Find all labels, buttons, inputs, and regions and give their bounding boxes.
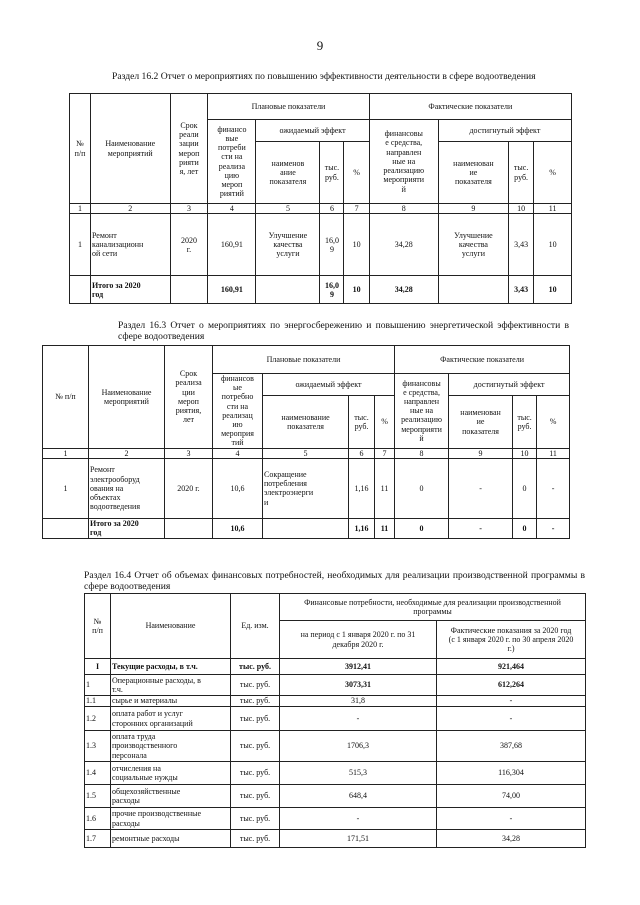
header-fact: Фактические показатели xyxy=(369,94,571,120)
cell: - xyxy=(437,696,586,707)
cell: тыс. руб. xyxy=(231,808,280,830)
table-16-4 xyxy=(84,593,586,848)
header-plan-fin: финансо вые потреби сти на реализа цию мероп риятий xyxy=(208,120,256,204)
cell: - xyxy=(280,707,437,731)
header-ach-name: наименован ие показателя xyxy=(449,396,513,448)
cell: отчисления на социальные нужды xyxy=(111,762,231,785)
header-exp-name: наименование показателя xyxy=(263,396,349,448)
col-num: 6 xyxy=(320,204,344,214)
table-row xyxy=(70,214,572,276)
header-ach-rub: тыс. руб. xyxy=(509,142,534,204)
header-name: Наименование мероприятий xyxy=(89,346,165,449)
cell: 31,8 xyxy=(280,696,437,707)
cell: I xyxy=(85,659,111,675)
cell: 1 xyxy=(43,458,89,518)
header-exp-pct: % xyxy=(344,142,369,204)
cell: 16,0 9 xyxy=(320,276,344,304)
header-fact: Фактические показатели xyxy=(395,346,570,374)
header-num: № п/п xyxy=(70,94,91,204)
cell: 10,6 xyxy=(213,518,263,538)
column-number-row xyxy=(70,204,572,214)
table-row xyxy=(85,659,586,675)
cell: - xyxy=(280,808,437,830)
cell: Текущие расходы, в т.ч. xyxy=(111,659,231,675)
col-num: 9 xyxy=(438,204,508,214)
cell: 171,51 xyxy=(280,830,437,848)
cell: 16,0 9 xyxy=(320,214,344,276)
col-num: 6 xyxy=(349,448,375,458)
table-16-2 xyxy=(69,93,572,304)
cell: 10 xyxy=(534,276,572,304)
cell: 1.1 xyxy=(85,696,111,707)
cell: - xyxy=(449,518,513,538)
total-label: Итого за 2020 год xyxy=(90,276,170,304)
cell: 34,28 xyxy=(369,214,438,276)
column-number-row xyxy=(43,448,570,458)
cell: 2020 г. xyxy=(165,458,213,518)
cell: 1,16 xyxy=(349,518,375,538)
table-row xyxy=(85,785,586,808)
col-num: 11 xyxy=(537,448,570,458)
col-num: 1 xyxy=(70,204,91,214)
cell: 10 xyxy=(534,214,572,276)
table-row xyxy=(85,808,586,830)
header-plan: Плановые показатели xyxy=(208,94,369,120)
section-16-3-heading: Раздел 16.3 Отчет о мероприятиях по энергосбережению и повышению энергетической эффективности в сфере водоотведения xyxy=(118,320,569,342)
section-16-4-heading: Раздел 16.4 Отчет об объемах финансовых потребностей, необходимых для реализации производственной программы в сфере водоотведения xyxy=(84,570,585,592)
cell: - xyxy=(437,707,586,731)
cell: 34,28 xyxy=(369,276,438,304)
header-exp-rub: тыс. руб. xyxy=(349,396,375,448)
cell: - xyxy=(537,458,570,518)
cell: 74,00 xyxy=(437,785,586,808)
cell: прочие производственные расходы xyxy=(111,808,231,830)
cell: 387,68 xyxy=(437,731,586,762)
cell: 515,3 xyxy=(280,762,437,785)
col-num: 5 xyxy=(256,204,320,214)
cell: 116,304 xyxy=(437,762,586,785)
header-name: Наименование xyxy=(111,594,231,659)
cell: тыс. руб. xyxy=(231,830,280,848)
cell: 11 xyxy=(375,518,395,538)
cell xyxy=(438,276,508,304)
cell: тыс. руб. xyxy=(231,675,280,696)
cell: 10 xyxy=(344,276,369,304)
cell: Сокращение потребления электроэнерги и xyxy=(263,458,349,518)
cell: 1706,3 xyxy=(280,731,437,762)
cell: 160,91 xyxy=(208,276,256,304)
table-16-3 xyxy=(42,345,570,539)
cell: общехозяйственные расходы xyxy=(111,785,231,808)
col-num: 1 xyxy=(43,448,89,458)
table-row xyxy=(85,675,586,696)
cell: 1.6 xyxy=(85,808,111,830)
cell: 2020 г. xyxy=(170,214,208,276)
header-exp-name: наименов ание показателя xyxy=(256,142,320,204)
header-name: Наименование мероприятий xyxy=(90,94,170,204)
header-unit: Ед. изм. xyxy=(231,594,280,659)
cell: 1.3 xyxy=(85,731,111,762)
header-exp-rub: тыс. руб. xyxy=(320,142,344,204)
cell: тыс. руб. xyxy=(231,696,280,707)
cell: тыс. руб. xyxy=(231,731,280,762)
cell: 0 xyxy=(513,458,537,518)
header-num: № п/п xyxy=(85,594,111,659)
header-achieved: достигнутый эффект xyxy=(449,374,570,396)
cell xyxy=(165,518,213,538)
header-financial-needs: Финансовые потребности, необходимые для реализации производственной программы xyxy=(280,594,586,621)
cell: Ремонт электрооборуд ования на объектах водоотведения xyxy=(89,458,165,518)
header-plan-period: на период с 1 января 2020 г. по 31 декабря 2020 г. xyxy=(280,621,437,659)
col-num: 3 xyxy=(165,448,213,458)
cell: 1 xyxy=(70,214,91,276)
cell xyxy=(263,518,349,538)
cell: 3073,31 xyxy=(280,675,437,696)
cell: 1.4 xyxy=(85,762,111,785)
cell: Улучшение качества услуги xyxy=(256,214,320,276)
cell: тыс. руб. xyxy=(231,659,280,675)
header-ach-name: наименован ие показателя xyxy=(438,142,508,204)
cell: 10 xyxy=(344,214,369,276)
cell: 0 xyxy=(395,458,449,518)
header-plan: Плановые показатели xyxy=(213,346,395,374)
col-num: 7 xyxy=(344,204,369,214)
cell: 3912,41 xyxy=(280,659,437,675)
cell xyxy=(256,276,320,304)
header-expected: ожидаемый эффект xyxy=(256,120,369,142)
total-label: Итого за 2020 год xyxy=(89,518,165,538)
cell: 1,16 xyxy=(349,458,375,518)
col-num: 4 xyxy=(208,204,256,214)
col-num: 10 xyxy=(513,448,537,458)
cell: сырье и материалы xyxy=(111,696,231,707)
cell xyxy=(170,276,208,304)
cell: 11 xyxy=(375,458,395,518)
cell: 0 xyxy=(395,518,449,538)
cell: 10,6 xyxy=(213,458,263,518)
total-row xyxy=(43,518,570,538)
cell: 160,91 xyxy=(208,214,256,276)
page-number: 9 xyxy=(316,38,324,53)
cell: 3,43 xyxy=(509,276,534,304)
col-num: 11 xyxy=(534,204,572,214)
table-row xyxy=(85,707,586,731)
header-ach-pct: % xyxy=(537,396,570,448)
table-row xyxy=(43,458,570,518)
table-row xyxy=(85,696,586,707)
col-num: 10 xyxy=(509,204,534,214)
header-fact-fin: финансовы е средства, направлен ные на реализацию мероприяти й xyxy=(369,120,438,204)
col-num: 2 xyxy=(89,448,165,458)
cell xyxy=(43,518,89,538)
col-num: 8 xyxy=(369,204,438,214)
header-ach-pct: % xyxy=(534,142,572,204)
header-fact-period: Фактические показания за 2020 год (с 1 января 2020 г. по 30 апреля 2020 г.) xyxy=(437,621,586,659)
col-num: 7 xyxy=(375,448,395,458)
header-plan-fin: финансов ые потребно сти на реализац ию мероприя тий xyxy=(213,374,263,449)
col-num: 8 xyxy=(395,448,449,458)
cell: тыс. руб. xyxy=(231,762,280,785)
header-exp-pct: % xyxy=(375,396,395,448)
header-expected: ожидаемый эффект xyxy=(263,374,395,396)
cell: 921,464 xyxy=(437,659,586,675)
cell: ремонтные расходы xyxy=(111,830,231,848)
total-row xyxy=(70,276,572,304)
col-num: 5 xyxy=(263,448,349,458)
header-num: № п/п xyxy=(43,346,89,449)
section-16-2-heading: Раздел 16.2 Отчет о мероприятиях по повышению эффективности деятельности в сфере водоотведения xyxy=(112,71,536,82)
col-num: 3 xyxy=(170,204,208,214)
cell: Улучшение качества услуги xyxy=(438,214,508,276)
cell: 1.5 xyxy=(85,785,111,808)
cell: оплата труда производственного персонала xyxy=(111,731,231,762)
cell: 1 xyxy=(85,675,111,696)
cell: - xyxy=(537,518,570,538)
cell: Ремонт канализационн ой сети xyxy=(90,214,170,276)
col-num: 2 xyxy=(90,204,170,214)
header-achieved: достигнутый эффект xyxy=(438,120,571,142)
header-ach-rub: тыс. руб. xyxy=(513,396,537,448)
cell: - xyxy=(437,808,586,830)
col-num: 9 xyxy=(449,448,513,458)
cell: тыс. руб. xyxy=(231,785,280,808)
table-row xyxy=(85,830,586,848)
table-row xyxy=(85,762,586,785)
cell: 3,43 xyxy=(509,214,534,276)
cell: 1.7 xyxy=(85,830,111,848)
cell: 648,4 xyxy=(280,785,437,808)
cell: 0 xyxy=(513,518,537,538)
cell: 612,264 xyxy=(437,675,586,696)
table-row xyxy=(85,731,586,762)
cell: 34,28 xyxy=(437,830,586,848)
header-term: Срок реали зации мероп рияти я, лет xyxy=(170,94,208,204)
cell: оплата работ и услуг сторонних организаций xyxy=(111,707,231,731)
header-fact-fin: финансовы е средства, направлен ные на реализацию мероприяти й xyxy=(395,374,449,449)
cell xyxy=(70,276,91,304)
cell: - xyxy=(449,458,513,518)
header-term: Срок реализа ции мероп риятия, лет xyxy=(165,346,213,449)
cell: тыс. руб. xyxy=(231,707,280,731)
col-num: 4 xyxy=(213,448,263,458)
cell: Операционные расходы, в т.ч. xyxy=(111,675,231,696)
cell: 1.2 xyxy=(85,707,111,731)
